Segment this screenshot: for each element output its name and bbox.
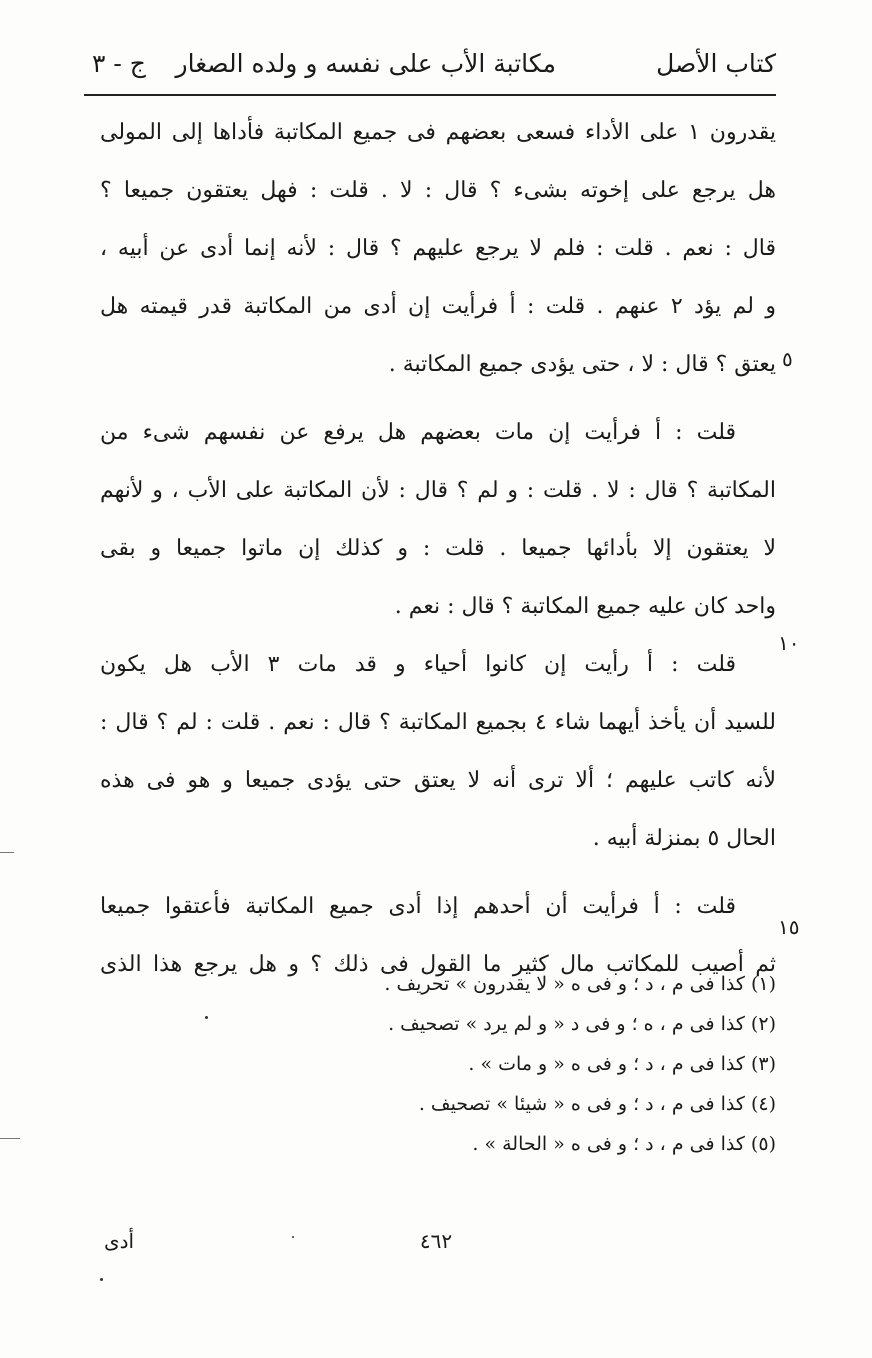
book-title: كتاب الأصل <box>656 49 776 78</box>
text-line: لأنه كاتب عليهم ؛ ألا ترى أنه لا يعتق حتى يؤدى جميعا و هو فى هذه <box>100 768 776 793</box>
text-line: و لم يؤد ٢ عنهم . قلت : أ فرأيت إن أدى من المكاتبة قدر قيمته هل <box>100 294 776 319</box>
running-header <box>92 42 776 86</box>
text-line: يعتق ؟ قال : لا ، حتى يؤدى جميع المكاتبة . <box>388 352 776 377</box>
text-line: قال : نعم . قلت : فلم لا يرجع عليهم ؟ قال : لأنه إنما أدى عن أبيه ، <box>100 236 776 261</box>
body-text <box>100 104 776 994</box>
scan-edge-mark <box>0 1138 20 1139</box>
chapter-title: مكاتبة الأب على نفسه و ولده الصغار <box>175 49 556 78</box>
volume-label: ج - ٣ <box>92 49 146 78</box>
text-line: لا يعتقون إلا بأدائها جميعا . قلت : و كذلك إن ماتوا جميعا و بقى <box>100 536 776 561</box>
scan-speck <box>292 1236 294 1238</box>
text-line: للسيد أن يأخذ أيهما شاء ٤ بجميع المكاتبة ؟ قال : نعم . قلت : لم ؟ قال : <box>100 710 776 735</box>
scan-speck <box>100 1278 103 1281</box>
footnote: (١) كذا فى م ، د ؛ و فى ه « لا يقدرون » تحريف . <box>384 973 776 995</box>
footnotes <box>200 964 776 1164</box>
footnote: (٢) كذا فى م ، ه ؛ و فى د « و لم يرد » تصحيف . <box>388 1013 776 1035</box>
text-line: قلت : أ فرأيت إن مات بعضهم هل يرفع عن نفسهم شىء من <box>100 420 736 445</box>
text-line: هل يرجع على إخوته بشىء ؟ قال : لا . قلت : فهل يعتقون جميعا ؟ <box>100 178 776 203</box>
line-number-10: ١٠ <box>778 631 800 655</box>
text-line: المكاتبة ؟ قال : لا . قلت : و لم ؟ قال : لأن المكاتبة على الأب ، و لأنهم <box>100 478 776 503</box>
header-rule <box>84 94 776 96</box>
footnote: (٣) كذا فى م ، د ؛ و فى ه « و مات » . <box>468 1053 776 1075</box>
catchword: أدى <box>104 1229 135 1253</box>
text-line: الحال ٥ بمنزلة أبيه . <box>592 826 776 851</box>
footnote: (٤) كذا فى م ، د ؛ و فى ه « شيئا » تصحيف . <box>418 1093 776 1115</box>
text-line: واحد كان عليه جميع المكاتبة ؟ قال : نعم . <box>394 594 776 619</box>
text-line: قلت : أ رأيت إن كانوا أحياء و قد مات ٣ الأب هل يكون <box>100 652 737 677</box>
text-line: قلت : أ فرأيت أن أحدهم إذا أدى جميع المكاتبة فأعتقوا جميعا <box>100 894 736 919</box>
text-line: يقدرون ١ على الأداء فسعى بعضهم فى جميع المكاتبة فأداها إلى المولى <box>100 120 776 145</box>
line-number-15: ١٥ <box>778 915 800 939</box>
page-number: ٤٦٢ <box>419 1229 453 1253</box>
scan-edge-mark <box>0 852 14 853</box>
footnote: (٥) كذا فى م ، د ؛ و فى ه « الحالة » . <box>472 1133 776 1155</box>
line-number-5: ٥ <box>782 347 793 371</box>
scan-speck <box>205 1016 208 1019</box>
text-line: ثم أصيب للمكاتب مال كثير ما القول فى ذلك ؟ و هل يرجع هذا الذى <box>100 952 776 977</box>
